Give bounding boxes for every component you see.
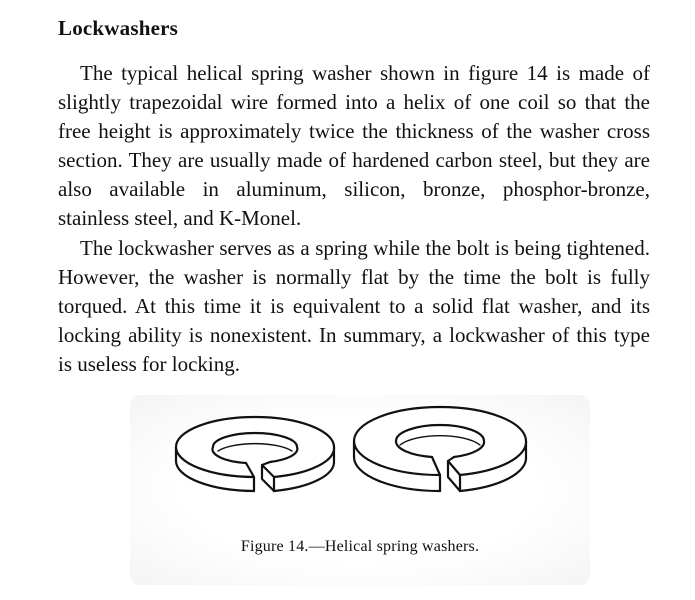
left-washer-image (176, 417, 334, 491)
paragraph-1: The typical helical spring washer shown in figure 14 is made of slightly trapezoidal wire formed into a helix of one coil so that the free height is approximately twice the thickness of the washer cross section. They are usually made of hardened carbon steel, but they are also available in aluminum, silicon, bronze, phosphor-bronze, stainless steel, and K-Monel. (58, 61, 650, 230)
section-heading: Lockwashers (58, 16, 179, 40)
paragraph-2: The lockwasher serves as a spring while the bolt is being tightened. However, the washer is normally flat by the time the bolt is fully torqued. At this time it is equivalent to a solid flat washer, and its locking ability is nonexistent. In summary, a lockwasher of this type is useless for locking. (58, 236, 650, 376)
figure-14 (130, 395, 590, 585)
right-washer-image (354, 407, 526, 491)
figure-caption: Figure 14.—Helical spring washers. (240, 538, 480, 555)
washers-illustration (130, 395, 590, 535)
